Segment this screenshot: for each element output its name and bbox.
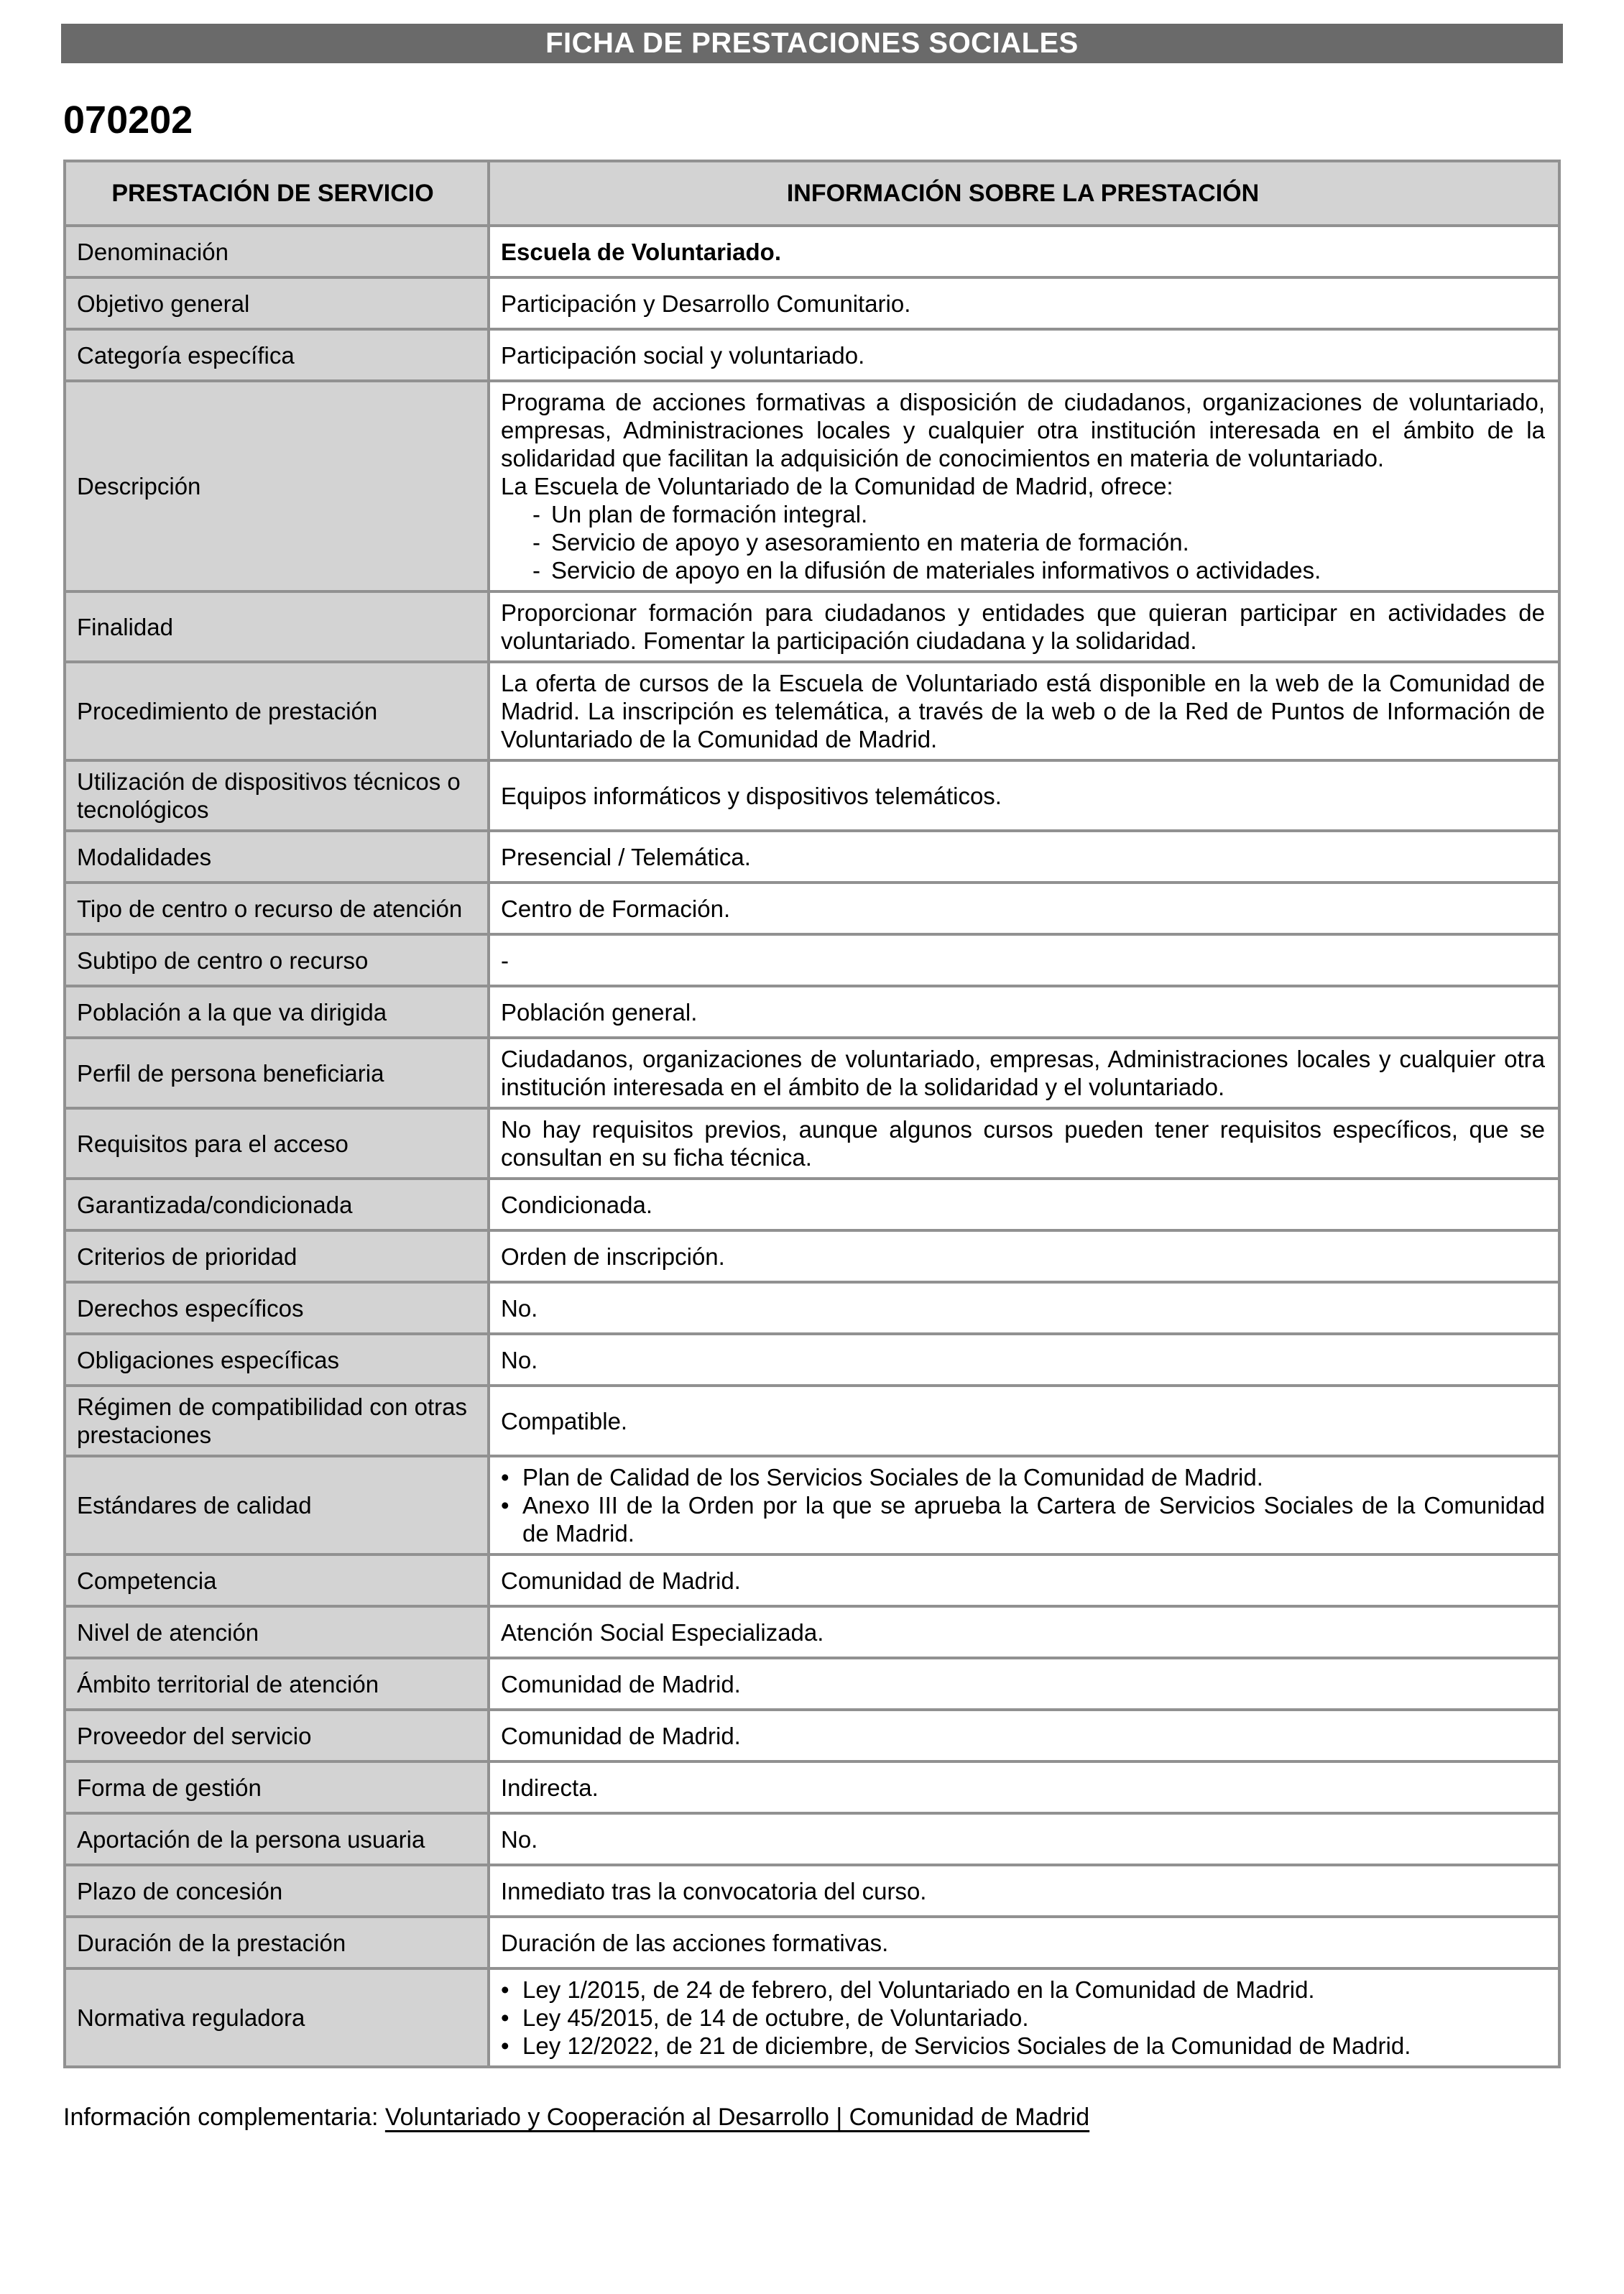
dash-list-item [501,500,1545,528]
value-text: Población general. [501,998,698,1026]
row-value [490,1284,1558,1332]
value-text: Orden de inscripción. [501,1243,725,1270]
row-label: Obligaciones específicas [66,1335,490,1384]
value-text: La oferta de cursos de la Escuela de Voluntariado está disponible en la web de la Comunidad de Madrid. La inscripción es telemática, a través de la web o de la Red de Puntos de Información de Voluntariado de la Comunidad de Madrid. [501,670,1545,752]
table-row [66,660,1558,759]
row-label: Derechos específicos [66,1284,490,1332]
bullet-item-text: Plan de Calidad de los Servicios Sociales de la Comunidad de Madrid. [522,1464,1263,1491]
header-col-informacion: INFORMACIÓN SOBRE LA PRESTACIÓN [490,162,1558,224]
value-text: Comunidad de Madrid. [501,1567,741,1594]
dash-list-item [501,528,1545,556]
row-label: Proveedor del servicio [66,1711,490,1760]
bullet-list-item [501,1976,1545,2004]
bullet-item-text: Anexo III de la Orden por la que se aprueba la Cartera de Servicios Sociales de la Comunidad de Madrid. [522,1492,1545,1547]
row-label: Aportación de la persona usuaria [66,1815,490,1864]
row-label: Población a la que va dirigida [66,987,490,1036]
row-label: Forma de gestión [66,1763,490,1812]
row-value [490,1918,1558,1967]
bullet-list-item [501,2004,1545,2032]
row-value [490,382,1558,590]
row-label: Régimen de compatibilidad con otras prestaciones [66,1387,490,1455]
bullet-marker: • [501,1492,509,1519]
bullet-item-text: Ley 1/2015, de 24 de febrero, del Voluntariado en la Comunidad de Madrid. [522,1976,1315,2003]
row-value [490,1711,1558,1760]
value-text: La Escuela de Voluntariado de la Comunidad de Madrid, ofrece: [501,473,1173,499]
value-text: Condicionada. [501,1191,652,1218]
bullet-list-item [501,1463,1545,1491]
row-value [490,1335,1558,1384]
value-text: Indirecta. [501,1774,599,1801]
bullet-item-text: Ley 45/2015, de 14 de octubre, de Voluntariado. [522,2004,1029,2031]
table-row [66,379,1558,590]
dash-item-text: Servicio de apoyo en la difusión de materiales informativos o actividades. [551,557,1321,584]
row-value [490,936,1558,985]
row-value [490,1866,1558,1915]
row-label: Procedimiento de prestación [66,663,490,759]
row-value [490,1457,1558,1553]
table-row [66,1332,1558,1384]
table-row [66,1605,1558,1657]
row-value [490,1970,1558,2065]
row-value [490,1110,1558,1177]
table-row [66,590,1558,660]
table-row [66,1107,1558,1177]
value-text: No. [501,1346,538,1373]
bullet-list-item [501,2032,1545,2060]
dash-marker: - [532,529,540,556]
row-label: Subtipo de centro o recurso [66,936,490,985]
footer-link[interactable]: Voluntariado y Cooperación al Desarrollo | Comunidad de Madrid [384,2104,1090,2131]
table-row [66,1177,1558,1229]
value-text: Comunidad de Madrid. [501,1670,741,1698]
value-text: Presencial / Telemática. [501,843,751,870]
row-label: Requisitos para el acceso [66,1110,490,1177]
row-label: Plazo de concesión [66,1866,490,1915]
row-value [490,832,1558,881]
row-label: Normativa reguladora [66,1970,490,2065]
row-label: Finalidad [66,593,490,660]
table-row [66,1760,1558,1812]
row-value [490,331,1558,379]
row-label: Descripción [66,382,490,590]
row-label: Estándares de calidad [66,1457,490,1553]
value-text: Ciudadanos, organizaciones de voluntariado, empresas, Administraciones locales y cualquier otra institución interesada en el ámbito de la solidaridad y el voluntariado. [501,1046,1545,1100]
row-value [490,279,1558,328]
row-value [490,1763,1558,1812]
bullet-marker: • [501,1464,509,1491]
row-label: Competencia [66,1556,490,1605]
value-text: Equipos informáticos y dispositivos telemáticos. [501,782,1002,809]
row-value [490,227,1558,276]
table-row [66,1229,1558,1281]
bullet-list-item [501,1491,1545,1547]
row-label: Garantizada/condicionada [66,1180,490,1229]
value-text: Compatible. [501,1407,628,1434]
dash-list-item [501,556,1545,584]
row-value [490,884,1558,933]
row-label: Modalidades [66,832,490,881]
value-text: Centro de Formación. [501,895,731,922]
row-value [490,1039,1558,1107]
table-row [66,1553,1558,1605]
table-row [66,1967,1558,2065]
value-text: Participación social y voluntariado. [501,341,865,369]
table-row [66,1657,1558,1708]
row-value [490,987,1558,1036]
page-banner [61,24,1563,63]
value-text: No. [501,1825,538,1853]
table-row [66,985,1558,1036]
table-row [66,1915,1558,1967]
row-label: Nivel de atención [66,1608,490,1657]
page-banner-title: FICHA DE PRESTACIONES SOCIALES [545,27,1079,59]
row-label: Objetivo general [66,279,490,328]
row-value [490,1659,1558,1708]
row-value [490,762,1558,829]
dash-item-text: Un plan de formación integral. [551,501,868,528]
value-text: Participación y Desarrollo Comunitario. [501,290,911,317]
bullet-marker: • [501,2032,509,2059]
table-row [66,933,1558,985]
dash-marker: - [532,501,540,528]
bullet-marker: • [501,2004,509,2031]
value-text: Inmediato tras la convocatoria del curso. [501,1877,927,1904]
table-row [66,881,1558,933]
dash-marker: - [532,557,540,584]
table-row [66,1455,1558,1553]
row-label: Perfil de persona beneficiaria [66,1039,490,1107]
footer-note [63,2101,1561,2133]
bullet-marker: • [501,1976,509,2003]
table-row [66,1036,1558,1107]
value-text: Duración de las acciones formativas. [501,1929,889,1956]
row-value [490,1556,1558,1605]
page-code: 070202 [63,98,193,142]
service-table [63,160,1561,2068]
footer-label: Información complementaria: [63,2104,385,2131]
value-text: No. [501,1294,538,1322]
table-row [66,224,1558,276]
dash-item-text: Servicio de apoyo y asesoramiento en materia de formación. [551,529,1189,556]
table-row [66,1708,1558,1760]
row-label: Duración de la prestación [66,1918,490,1967]
table-row [66,1281,1558,1332]
row-label: Utilización de dispositivos técnicos o tecnológicos [66,762,490,829]
row-label: Criterios de prioridad [66,1232,490,1281]
row-value [490,1180,1558,1229]
value-text: - [501,946,509,974]
row-value [490,1608,1558,1657]
row-label: Denominación [66,227,490,276]
table-row [66,328,1558,379]
table-header-row [66,162,1558,224]
row-label: Categoría específica [66,331,490,379]
table-row [66,1384,1558,1455]
value-text: Atención Social Especializada. [501,1618,824,1646]
row-value [490,1387,1558,1455]
table-row [66,1864,1558,1915]
row-value [490,1815,1558,1864]
table-row [66,1812,1558,1864]
row-label: Tipo de centro o recurso de atención [66,884,490,933]
value-text: Comunidad de Madrid. [501,1722,741,1749]
value-text: Programa de acciones formativas a disposición de ciudadanos, organizaciones de voluntariado, empresas, Administraciones locales y cualquier otra institución interesada en el ámbito de la solidaridad que facilitan la adquisición de conocimientos en materia de voluntariado. [501,389,1545,471]
value-text: No hay requisitos previos, aunque algunos cursos pueden tener requisitos específicos, que se consultan en su ficha técnica. [501,1116,1545,1171]
table-row [66,829,1558,881]
table-row [66,276,1558,328]
value-text: Escuela de Voluntariado. [501,238,781,265]
row-value [490,593,1558,660]
value-text: Proporcionar formación para ciudadanos y entidades que quieran participar en actividades de voluntariado. Fomentar la participación ciudadana y la solidaridad. [501,599,1545,654]
row-value [490,663,1558,759]
table-row [66,759,1558,829]
row-value [490,1232,1558,1281]
bullet-item-text: Ley 12/2022, de 21 de diciembre, de Servicios Sociales de la Comunidad de Madrid. [522,2032,1411,2059]
row-label: Ámbito territorial de atención [66,1659,490,1708]
header-col-prestacion: PRESTACIÓN DE SERVICIO [66,162,490,224]
